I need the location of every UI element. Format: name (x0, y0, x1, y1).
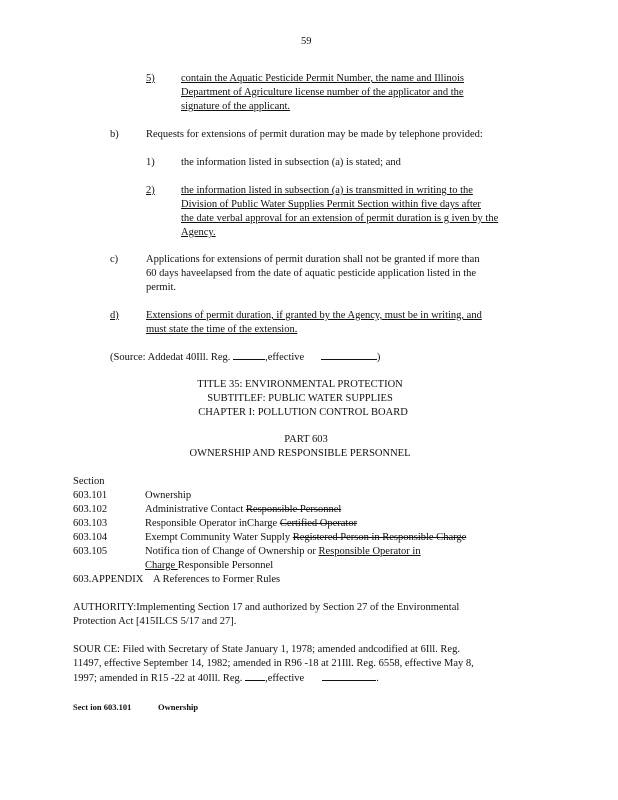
item-b2-line-2: Division of Public Water Supplies Permit Section within five days after (181, 199, 481, 210)
item-b2-line-1: the information listed in subsection (a) is transmitted in writing to the (181, 185, 473, 196)
toc-row-num: 603.105 (73, 546, 108, 557)
source-close: ) (376, 352, 381, 363)
item-b-text: Requests for extensions of permit duration may be made by telephone provided: (146, 129, 483, 140)
item-c-line-3: permit. (146, 282, 177, 293)
item-b1-text: the information listed in subsection (a) is stated; and (181, 157, 401, 168)
toc-row-num: 603.102 (73, 504, 108, 515)
toc-row-text: Notifica tion of Change of Ownership or Responsible Operator in (145, 546, 421, 557)
toc-section-label: Section (73, 476, 105, 487)
source-prefix: (Source: Addedat 40Ill. Reg. (110, 352, 231, 363)
item-b1-label: 1) (146, 157, 155, 168)
toc-row-text: Exempt Community Water Supply Registered Person in Responsible Charge (145, 532, 467, 543)
item-c-line-2: 60 days haveelapsed from the date of aquatic pesticide application listed in the (146, 268, 477, 279)
item-c-line-1: Applications for extensions of permit duration shall not be granted if more than (146, 254, 480, 265)
source-date-blank (321, 350, 377, 360)
toc-row-num: 603.104 (73, 532, 108, 543)
source-note-date-blank (322, 671, 376, 681)
toc-row-num: 603.103 (73, 518, 108, 529)
item-5-line-2: Department of Agriculture license number of the applicator and the (181, 87, 464, 98)
source-note-line-3: 1997; amended in R15 -22 at 40Ill. Reg. ,effective . (73, 673, 379, 684)
toc-row-num: 603.101 (73, 490, 108, 501)
item-d-line-1: Extensions of permit duration, if granted by the Agency, must be in writing, and (146, 310, 482, 321)
item-5-line-1: contain the Aquatic Pesticide Permit Number, the name and Illinois (181, 73, 465, 84)
source-note-reg-blank (245, 671, 265, 681)
item-5-label: 5) (146, 73, 155, 84)
toc-row-text-continued: Charge Responsible Personnel (145, 560, 274, 571)
toc-appendix-text: A References to Former Rules (153, 574, 281, 585)
source-note-line-1: SOUR CE: Filed with Secretary of State January 1, 1978; amended andcodified at 6Ill. Reg. (73, 644, 460, 655)
item-5-line-3: signature of the applicant. (181, 101, 291, 112)
toc-row-text: Responsible Operator inCharge Certified Operator (145, 518, 358, 529)
authority-line-1: AUTHORITY:Implementing Section 17 and authorized by Section 27 of the Environmental (73, 602, 460, 613)
item-b2-line-3: the date verbal approval for an extension of permit duration is g iven by the (181, 213, 499, 224)
title-heading: TITLE 35: ENVIRONMENTAL PROTECTION (197, 379, 403, 390)
source-line (110, 350, 380, 365)
part-title-heading: OWNERSHIP AND RESPONSIBLE PERSONNEL (189, 448, 411, 459)
item-c-label: c) (110, 254, 119, 265)
toc-row-text: Administrative Contact Responsible Personnel (145, 504, 342, 515)
subtitle-heading: SUBTITLEF: PUBLIC WATER SUPPLIES (207, 393, 393, 404)
item-b-label: b) (110, 129, 119, 140)
source-note-line-2: 11497, effective September 14, 1982; amended in R96 -18 at 21Ill. Reg. 6558, effective May 8, (73, 658, 474, 669)
page-number: 59 (301, 36, 312, 47)
authority-line-2: Protection Act [415ILCS 5/17 and 27]. (73, 616, 237, 627)
source-effective: ,effective (265, 352, 305, 363)
item-b2-line-4: Agency. (181, 227, 216, 238)
chapter-heading: CHAPTER I: POLLUTION CONTROL BOARD (198, 407, 408, 418)
section-heading-title: Ownership (158, 702, 199, 712)
section-heading-number: Sect ion 603.101 (73, 702, 132, 712)
source-reg-blank (233, 350, 265, 360)
item-b2-label: 2) (146, 185, 155, 196)
part-heading: PART 603 (284, 434, 328, 445)
item-d-line-2: must state the time of the extension. (146, 324, 298, 335)
toc-appendix-num: 603.APPENDIX (73, 574, 144, 585)
item-d-label: d) (110, 310, 119, 321)
toc-row-text: Ownership (145, 490, 192, 501)
